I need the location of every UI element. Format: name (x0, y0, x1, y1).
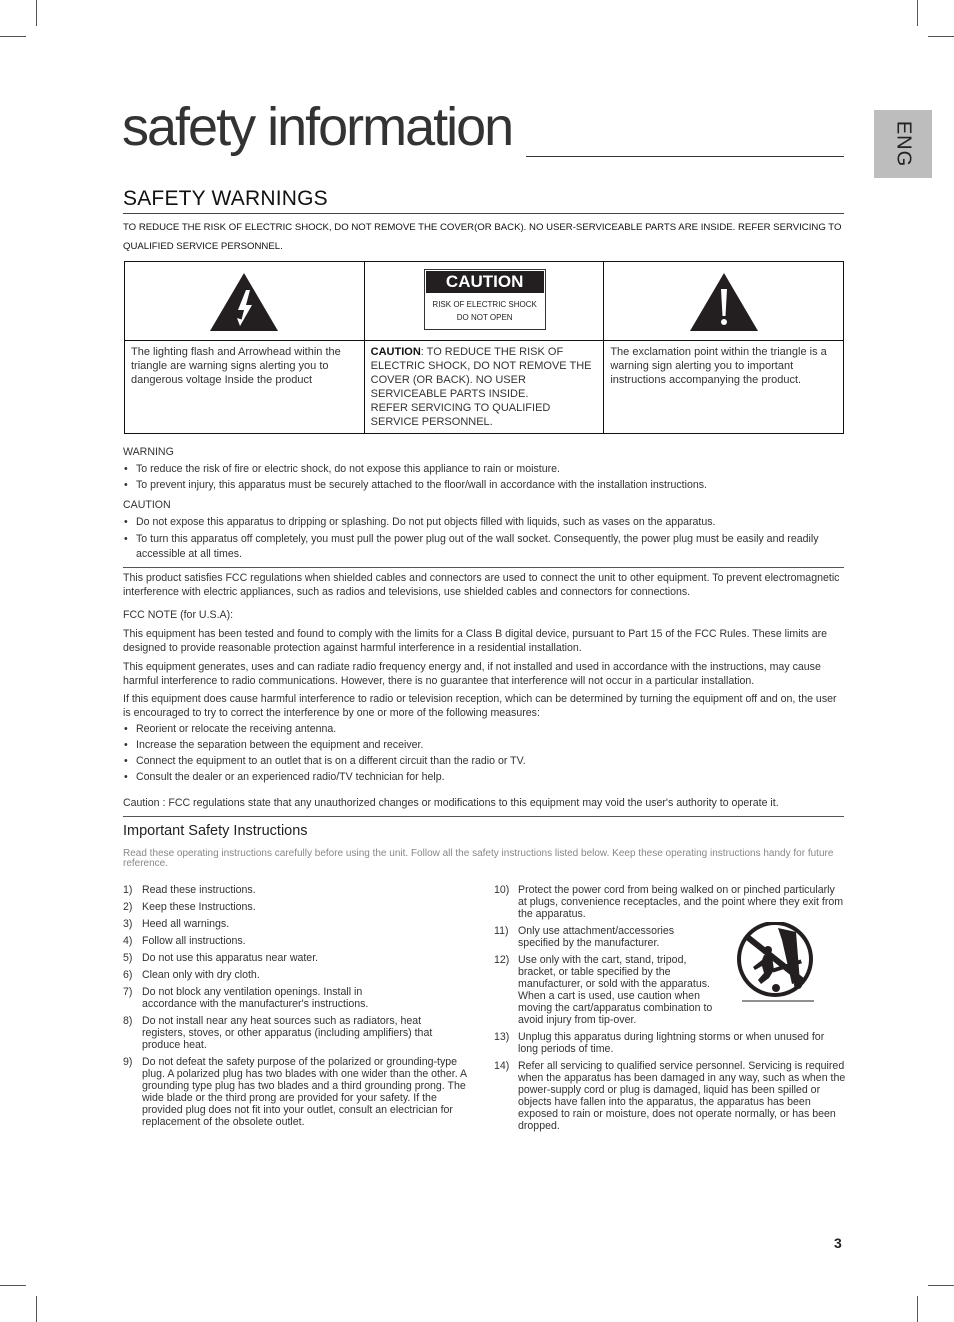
crop-mark (36, 1296, 37, 1322)
item-number: 8) (123, 1015, 133, 1027)
list-item (123, 969, 473, 981)
item-number: 12) (494, 954, 510, 966)
item-text: Follow all instructions. (142, 935, 246, 947)
exclamation-description: The exclamation point within the triangle is a warning sign alerting you to important instructions accompanying the product. (604, 341, 844, 434)
list-item (494, 1031, 846, 1055)
fcc-paragraph-1: This equipment has been tested and found to comply with the limits for a Class B digital device, pursuant to Part 15 of the FCC Rules. These limits are designed to provide reasonable protection against harmful interference in a residential installation. (123, 628, 828, 654)
item-text: Use only with the cart, stand, tripod, bracket, or table specified by the manufacturer, or sold with the apparatus. When a cart is used, use caution when moving the cart/apparatus combination to avoid injury from tip-over. (518, 954, 713, 1026)
item-text: Read these instructions. (142, 884, 256, 896)
item-number: 13) (494, 1031, 510, 1043)
page-title: safety information (122, 97, 513, 157)
item-number: 10) (494, 884, 510, 896)
important-instructions-heading: Important Safety Instructions (123, 823, 308, 839)
caution-description-bold: CAUTION (370, 346, 421, 358)
item-text: Unplug this apparatus during lightning storms or when unused for long periods of time. (518, 1031, 825, 1055)
title-underline (526, 156, 844, 157)
list-item: • Increase the separation between the equipment and receiver. (123, 738, 844, 753)
list-item: • To reduce the risk of fire or electric shock, do not expose this appliance to rain or moisture. (123, 462, 844, 477)
item-text: Keep these Instructions. (142, 901, 256, 913)
caution-item-1: Do not expose this apparatus to dripping or splashing. Do not put objects filled with liquids, such as vases on the apparatus. (136, 516, 716, 528)
caution-description-text2: REFER SERVICING TO QUALIFIED SERVICE PERSONNEL. (370, 402, 551, 428)
caution-item-2: To turn this apparatus off completely, you must pull the power plug out of the wall socket. Consequently, the power plug must be easily and readily accessible at all times. (136, 533, 819, 560)
fcc-measure-2: Increase the separation between the equipment and receiver. (136, 739, 424, 751)
crop-mark (0, 36, 26, 37)
fcc-measure-3: Connect the equipment to an outlet that is on a different circuit than the radio or TV. (136, 755, 526, 767)
item-number: 9) (123, 1056, 133, 1068)
list-item (123, 1056, 473, 1128)
crop-mark (0, 1285, 26, 1286)
fcc-paragraph-2: This equipment generates, uses and can radiate radio frequency energy and, if not installed and used in accordance with the instructions, may cause harmful interference to radio communications. However, there is no guarantee that interference will not occur in a particular installation. (123, 661, 821, 687)
item-number: 7) (123, 986, 133, 998)
section-heading: SAFETY WARNINGS (123, 187, 328, 210)
exclamation-symbol-cell (604, 262, 844, 341)
language-tab (874, 110, 932, 178)
item-text: Refer all servicing to qualified service personnel. Servicing is required when the apparatus has been damaged in any way, such as when the power-supply cord or plug is damaged, liquid has been spilled or objects have fallen into the apparatus, the apparatus has been exposed to rain or moisture, does not operate normally, or has been dropped. (518, 1060, 846, 1132)
lightning-description: The lighting flash and Arrowhead within the triangle are warning signs alerting you to dangerous voltage Inside the product (125, 341, 365, 434)
page-number: 3 (834, 1235, 842, 1251)
caution-label-cell (364, 262, 604, 341)
symbol-table (124, 261, 844, 434)
list-item (123, 1015, 443, 1051)
fcc-paragraph-3: If this equipment does cause harmful interference to radio or television reception, which can be determined by turning the equipment off and on, the user is encouraged to try to correct the interference by one or more of the following measures: (123, 693, 837, 719)
item-number: 14) (494, 1060, 510, 1072)
list-item (123, 918, 473, 930)
lightning-symbol-cell (125, 262, 365, 341)
warning-item-1: To reduce the risk of fire or electric shock, do not expose this appliance to rain or moisture. (136, 463, 560, 475)
fcc-caution-line: Caution : FCC regulations state that any unauthorized changes or modifications to this equipment may void the user's authority to operate it. (123, 797, 779, 809)
list-item (123, 952, 473, 964)
warning-label: WARNING (123, 446, 174, 458)
list-item: • Do not expose this apparatus to dripping or splashing. Do not put objects filled with liquids, such as vases on the apparatus. (123, 515, 844, 530)
language-tab-label: ENG (892, 120, 915, 168)
caution-label-text: CAUTION (123, 499, 171, 511)
item-text: Do not block any ventilation openings. Install in accordance with the manufacturer's instructions. (142, 986, 369, 1010)
list-item: • Connect the equipment to an outlet that is on a different circuit than the radio or TV. (123, 754, 844, 769)
item-number: 5) (123, 952, 133, 964)
item-text: Clean only with dry cloth. (142, 969, 260, 981)
item-number: 11) (494, 925, 509, 937)
list-item: • To prevent injury, this apparatus must be securely attached to the floor/wall in accordance with the installation instructions. (123, 478, 844, 493)
list-item (123, 986, 383, 1010)
cart-tip-over-icon (734, 922, 818, 1004)
heading-underline (123, 213, 844, 214)
list-item (494, 954, 726, 1026)
caution-label-line1: RISK OF ELECTRIC SHOCK (432, 300, 537, 309)
item-text: Do not install near any heat sources such as radiators, heat registers, stoves, or other apparatus (including amplifiers) that produce heat. (142, 1015, 433, 1051)
divider (123, 567, 844, 568)
list-item (123, 884, 473, 896)
item-number: 1) (123, 884, 133, 896)
list-item (123, 935, 473, 947)
caution-description (364, 341, 604, 434)
important-instructions-intro: Read these operating instructions carefully before using the unit. Follow all the safety instructions listed below. Keep these operating instructions handy for future reference. (123, 848, 834, 869)
crop-mark (928, 1285, 954, 1286)
item-number: 4) (123, 935, 133, 947)
warning-item-2: To prevent injury, this apparatus must be securely attached to the floor/wall in accordance with the installation instructions. (136, 479, 707, 491)
caution-label (424, 269, 546, 330)
caution-label-line2: DO NOT OPEN (456, 313, 513, 322)
item-number: 3) (123, 918, 133, 930)
caution-label-title: CAUTION (426, 271, 544, 293)
fcc-measure-4: Consult the dealer or an experienced radio/TV technician for help. (136, 771, 445, 783)
item-number: 6) (123, 969, 133, 981)
list-item (494, 925, 704, 949)
lightning-triangle-icon (209, 272, 279, 332)
crop-mark (917, 0, 918, 26)
intro-warning: TO REDUCE THE RISK OF ELECTRIC SHOCK, DO NOT REMOVE THE COVER(OR BACK). NO USER-SERVICEABLE PARTS ARE INSIDE. REFER SERVICING TO QUALIFIED SERVICE PERSONNEL. (123, 222, 842, 252)
crop-mark (36, 0, 37, 26)
fcc-measure-1: Reorient or relocate the receiving antenna. (136, 723, 337, 735)
list-item (494, 884, 846, 920)
caution-description-text: : TO REDUCE THE RISK OF ELECTRIC SHOCK, DO NOT REMOVE THE COVER (OR BACK). NO USER SERVICEABLE PARTS INSIDE. (370, 346, 592, 400)
list-item: • Consult the dealer or an experienced radio/TV technician for help. (123, 770, 844, 785)
exclamation-triangle-icon (689, 272, 759, 332)
crop-mark (917, 1296, 918, 1322)
fcc-note-label: FCC NOTE (for U.S.A): (123, 609, 234, 621)
crop-mark (928, 36, 954, 37)
item-text: Protect the power cord from being walked on or pinched particularly at plugs, convenience receptacles, and the point where they exit from the apparatus. (518, 884, 844, 920)
item-text: Do not use this apparatus near water. (142, 952, 319, 964)
item-text: Only use attachment/accessories specified by the manufacturer. (518, 925, 675, 949)
list-item: • To turn this apparatus off completely, you must pull the power plug out of the wall socket. Consequently, the power plug must be easily and readily accessible at all times. (123, 532, 844, 562)
fcc-statement: This product satisfies FCC regulations when shielded cables and connectors are used to connect the unit to other equipment. To prevent electromagnetic interference with electric appliances, such as radios and televisions, use shielded cables and connectors for connections. (123, 572, 840, 598)
item-text: Heed all warnings. (142, 918, 230, 930)
divider (123, 816, 844, 817)
item-text: Do not defeat the safety purpose of the polarized or grounding-type plug. A polarized plug has two blades with one wider than the other. A grounding type plug has two blades and a third grounding prong. The wide blade or the third prong are provided for your safety. If the provided plug does not fit into your outlet, consult an electrician for replacement of the obsolete outlet. (142, 1056, 467, 1128)
list-item (123, 901, 473, 913)
list-item (494, 1060, 846, 1132)
list-item: • Reorient or relocate the receiving antenna. (123, 722, 844, 737)
item-number: 2) (123, 901, 133, 913)
